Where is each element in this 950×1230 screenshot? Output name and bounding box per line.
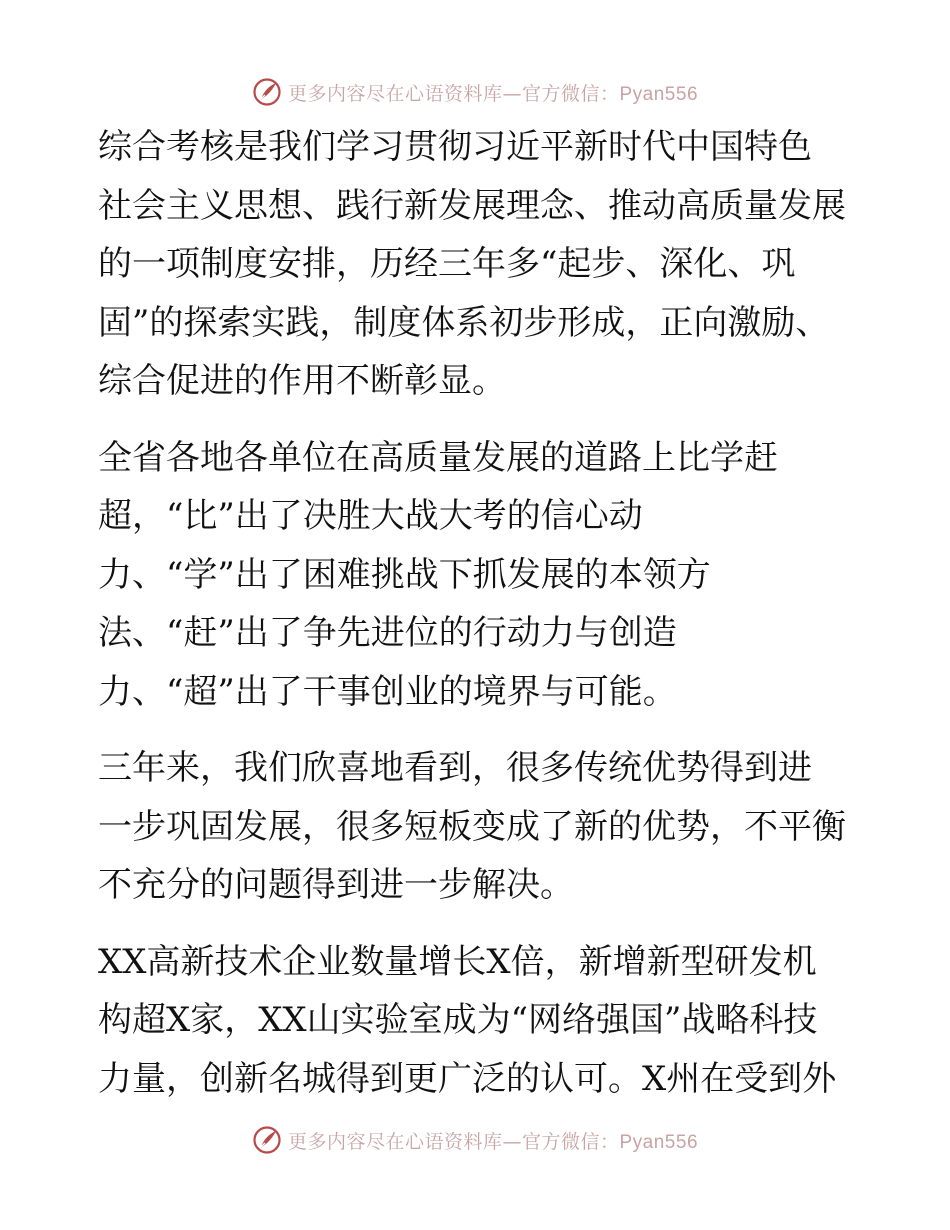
header-watermark-separator: — [502, 82, 522, 105]
footer-watermark-content [252, 1125, 698, 1155]
header-watermark-slogan: 更多内容尽在心语资料库 [287, 82, 503, 105]
text-line: 构超X家，XX山实验室成为“网络强国”战略科技 [98, 1000, 818, 1040]
header-watermark-handle: Pyan556 [619, 83, 699, 105]
paragraph-gap [98, 915, 858, 933]
paragraph-4 [98, 933, 858, 1109]
paragraph-3 [98, 739, 858, 915]
text-line: 一步巩固发展，很多短板变成了新的优势，不平衡 [98, 806, 846, 847]
text-line: 全省各地各单位在高质量发展的道路上比学赶 [98, 437, 778, 478]
paragraph-2 [98, 429, 858, 722]
feather-pen-logo-icon [252, 77, 282, 107]
footer-watermark-label: 官方微信： [521, 1130, 620, 1153]
paragraph-1 [98, 118, 858, 411]
text-line: 超，“比”出了决胜大战大考的信心动 [98, 496, 643, 536]
header-watermark-content [252, 77, 698, 107]
text-line: 三年来，我们欣喜地看到，很多传统优势得到进 [98, 748, 812, 788]
body-text [98, 118, 858, 1108]
header-watermark-label: 官方微信： [521, 82, 620, 105]
text-line: 力量，创新名城得到更广泛的认可。X州在受到外 [98, 1058, 837, 1099]
text-line: 综合考核是我们学习贯彻习近平新时代中国特色 [98, 127, 812, 167]
paragraph-gap [98, 721, 858, 739]
text-line: 不充分的问题得到进一步解决。 [98, 865, 574, 905]
header-watermark-banner [0, 72, 950, 112]
text-line: XX高新技术企业数量增长X倍，新增新型研发机 [98, 941, 817, 982]
text-line: 固”的探索实践，制度体系初步形成，正向激励、 [98, 302, 830, 343]
text-line: 社会主义思想、践行新发展理念、推动高质量发展 [98, 185, 846, 226]
footer-watermark-banner [0, 1120, 950, 1160]
text-line: 法、“赶”出了争先进位的行动力与创造 [98, 613, 677, 653]
header-watermark-text [288, 79, 698, 106]
paragraph-gap [98, 411, 858, 429]
footer-watermark-separator: — [502, 1130, 522, 1153]
feather-pen-logo-icon [252, 1125, 282, 1155]
footer-watermark-text [288, 1127, 698, 1154]
text-line: 的一项制度安排，历经三年多“起步、深化、巩 [98, 244, 796, 284]
text-line: 综合促进的作用不断彰显。 [98, 361, 506, 401]
text-line: 力、“超”出了干事创业的境界与可能。 [98, 671, 677, 712]
footer-watermark-handle: Pyan556 [619, 1131, 699, 1153]
footer-watermark-slogan: 更多内容尽在心语资料库 [287, 1130, 503, 1153]
text-line: 力、“学”出了困难挑战下抓发展的本领方 [98, 554, 711, 595]
